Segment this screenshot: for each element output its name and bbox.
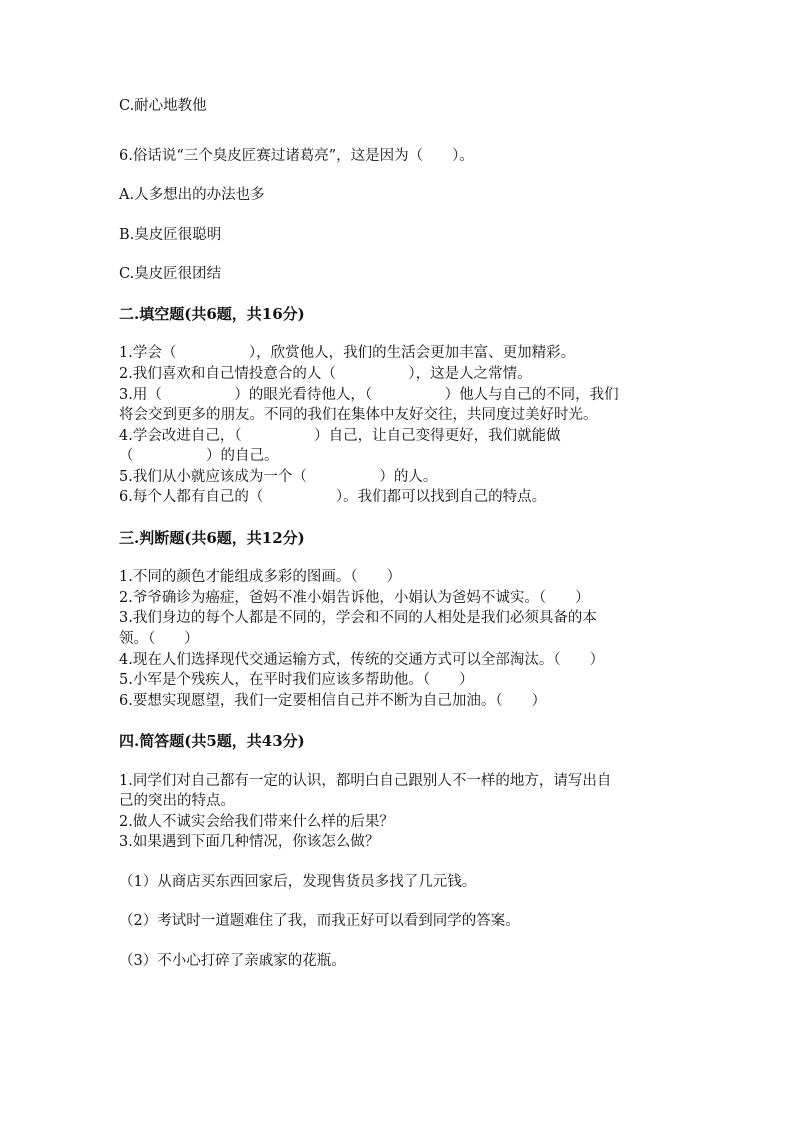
section4-heading: 四.简答题(共5题，共43分) xyxy=(119,732,305,750)
section2-line: （ ）的自己。 xyxy=(119,448,279,464)
section3-line: 6.要想实现愿望，我们一定要相信自己并不断为自己加油。（ ） xyxy=(119,693,547,709)
section4-line: 3.如果遇到下面几种情况，你该怎么做？ xyxy=(119,834,380,850)
section2-line: 2.我们喜欢和自己情投意合的人（ ），这是人之常情。 xyxy=(119,366,532,382)
section2-line: 5.我们从小就应该成为一个（ ）的人。 xyxy=(119,469,438,485)
section3-line: 4.现在人们选择现代交通运输方式，传统的交通方式可以全部淘汰。（ ） xyxy=(119,652,605,668)
section2-line: 1.学会（ ），欣赏他人，我们的生活会更加丰富、更加精彩。 xyxy=(119,345,576,361)
section2-line: 4.学会改进自己，（ ）自己，让自己变得更好，我们就能做 xyxy=(119,428,561,444)
section4-line: 2.做人不诚实会给我们带来什么样的后果？ xyxy=(119,814,394,830)
section4-sub-item: （3）不小心打碎了亲戚家的花瓶。 xyxy=(119,953,346,969)
q6-option-c: C.臭皮匠很团结 xyxy=(119,266,222,282)
section2-heading: 二.填空题(共6题，共16分) xyxy=(119,305,305,323)
section3-heading: 三.判断题(共6题，共12分) xyxy=(119,529,305,547)
section2-line: 3.用（ ）的眼光看待他人，（ ）他人与自己的不同，我们 xyxy=(119,387,619,403)
q6-option-a: A.人多想出的办法也多 xyxy=(119,187,265,203)
q5-option-c: C.耐心地教他 xyxy=(119,98,207,114)
section2-line: 6.每个人都有自己的（ ）。我们都可以找到自己的特点。 xyxy=(119,489,547,505)
section3-line: 5.小军是个残疾人，在平时我们应该多帮助他。（ ） xyxy=(119,672,474,688)
section4-sub-item: （2）考试时一道题难住了我，而我正好可以看到同学的答案。 xyxy=(119,913,520,929)
q6-option-b: B.臭皮匠很聪明 xyxy=(119,227,222,243)
q6-stem: 6.俗话说“三个臭皮匠赛过诸葛亮”，这是因为（ ）。 xyxy=(119,148,474,164)
section4-sub-item: （1）从商店买东西回家后，发现售货员多找了几元钱。 xyxy=(119,874,477,890)
section3-line: 2.爷爷确诊为癌症，爸妈不准小娟告诉他，小娟认为爸妈不诚实。（ ） xyxy=(119,590,590,606)
section3-line: 3.我们身边的每个人都是不同的，学会和不同的人相处是我们必须具备的本 xyxy=(119,610,597,626)
section3-line: 1.不同的颜色才能组成多彩的图画。（ ） xyxy=(119,569,402,585)
section4-line: 己的突出的特点。 xyxy=(119,793,235,809)
section2-line: 将会交到更多的朋友。不同的我们在集体中友好交往，共同度过美好时光。 xyxy=(119,407,598,423)
section4-line: 1.同学们对自己都有一定的认识，都明白自己跟别人不一样的地方，请写出自 xyxy=(119,773,612,789)
section3-line: 领。（ ） xyxy=(119,631,199,647)
